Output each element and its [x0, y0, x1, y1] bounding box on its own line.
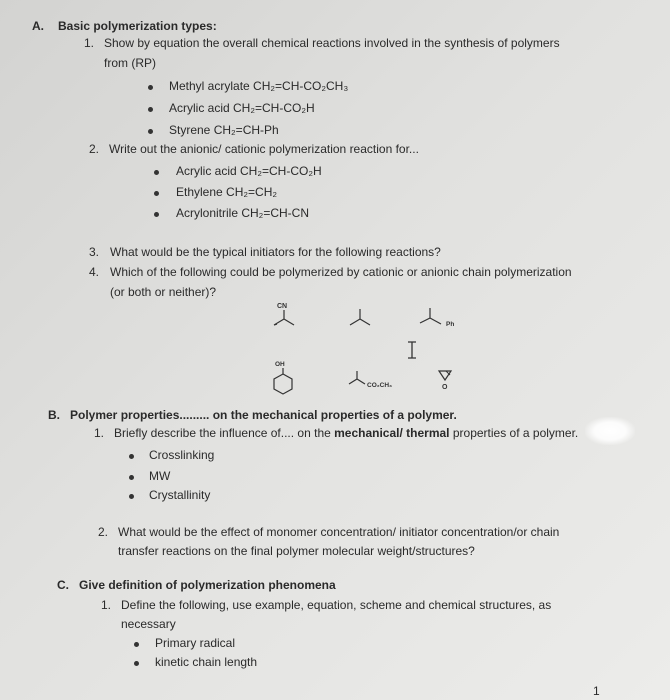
bullet	[154, 212, 159, 217]
question-c1-line1: Define the following, use example, equation, scheme and chemical structures, as	[121, 598, 552, 612]
list-item: kinetic chain length	[155, 655, 258, 669]
bullet	[129, 494, 134, 499]
styrene-derivative-structure	[418, 302, 462, 330]
bullet	[148, 85, 153, 90]
section-b-marker: B.	[48, 408, 60, 422]
question-b1-text-pre: Briefly describe the influence of.... on the	[114, 426, 335, 440]
question-c1-number: 1.	[101, 598, 112, 612]
section-c-marker: C.	[57, 578, 69, 592]
list-item: Acrylic acid CH₂=CH-CO₂H	[176, 164, 322, 178]
section-c-heading: Give definition of polymerization phenomena	[79, 578, 336, 592]
page-number: 1	[593, 684, 600, 698]
bullet	[154, 191, 159, 196]
list-item: MW	[149, 469, 171, 483]
question-b2-line1: What would be the effect of monomer concentration/ initiator concentration/or chain	[118, 525, 560, 539]
list-item: Primary radical	[155, 636, 236, 650]
section-b-heading: Polymer properties......... on the mechanical properties of a polymer.	[70, 408, 457, 422]
iodine-structure	[405, 340, 419, 360]
list-item: Crosslinking	[149, 448, 215, 462]
bullet	[134, 642, 139, 647]
bullet	[129, 454, 134, 459]
light-glare	[585, 417, 635, 445]
question-a3-text: What would be the typical initiators for the following reactions?	[110, 245, 441, 259]
methyl-acrylate-structure	[345, 366, 401, 390]
question-a2-text: Write out the anionic/ cationic polymerization reaction for...	[109, 142, 419, 156]
structure-label-o: O	[442, 384, 448, 391]
epoxide-structure	[436, 368, 456, 392]
bullet	[148, 129, 153, 134]
question-a4-number: 4.	[89, 265, 100, 279]
question-b2-line2: transfer reactions on the final polymer molecular weight/structures?	[118, 544, 475, 558]
acrylonitrile-structure	[268, 300, 304, 330]
question-a2-number: 2.	[89, 142, 100, 156]
question-b2-number: 2.	[98, 525, 109, 539]
phenol-structure	[268, 358, 298, 398]
section-a-marker: A.	[32, 19, 44, 33]
bullet	[148, 107, 153, 112]
question-b1-text	[114, 426, 578, 441]
structure-label-oh: OH	[275, 361, 285, 368]
bullet	[129, 475, 134, 480]
section-a-heading: Basic polymerization types:	[58, 19, 217, 33]
list-item: Acrylic acid CH₂=CH-CO₂H	[169, 101, 315, 115]
list-item: Crystallinity	[149, 488, 211, 502]
isobutylene-structure	[345, 305, 375, 329]
question-a4-line2: (or both or neither)?	[110, 285, 217, 299]
question-b1-text-post: properties of a polymer.	[449, 426, 579, 440]
list-item: Methyl acrylate CH₂=CH-CO₂CH₃	[169, 79, 349, 93]
question-c1-line2: necessary	[121, 617, 176, 631]
bullet	[154, 170, 159, 175]
question-a1-number: 1.	[84, 36, 95, 50]
structure-label-cn: CN	[277, 303, 288, 310]
structure-label-co2ch3: CO₂CH₃	[367, 382, 393, 389]
bullet	[134, 661, 139, 666]
question-b1-text-bold: mechanical/ thermal	[334, 426, 450, 440]
question-a1-line2: from (RP)	[104, 56, 156, 70]
list-item: Styrene CH₂=CH-Ph	[169, 123, 279, 137]
question-a1-line1: Show by equation the overall chemical reactions involved in the synthesis of polymers	[104, 36, 560, 50]
structure-label-ph: Ph	[446, 321, 455, 328]
question-a4-line1: Which of the following could be polymerized by cationic or anionic chain polymerization	[110, 265, 572, 279]
question-b1-number: 1.	[94, 426, 105, 440]
question-a3-number: 3.	[89, 245, 100, 259]
list-item: Ethylene CH₂=CH₂	[176, 185, 278, 199]
list-item: Acrylonitrile CH₂=CH-CN	[176, 206, 310, 220]
